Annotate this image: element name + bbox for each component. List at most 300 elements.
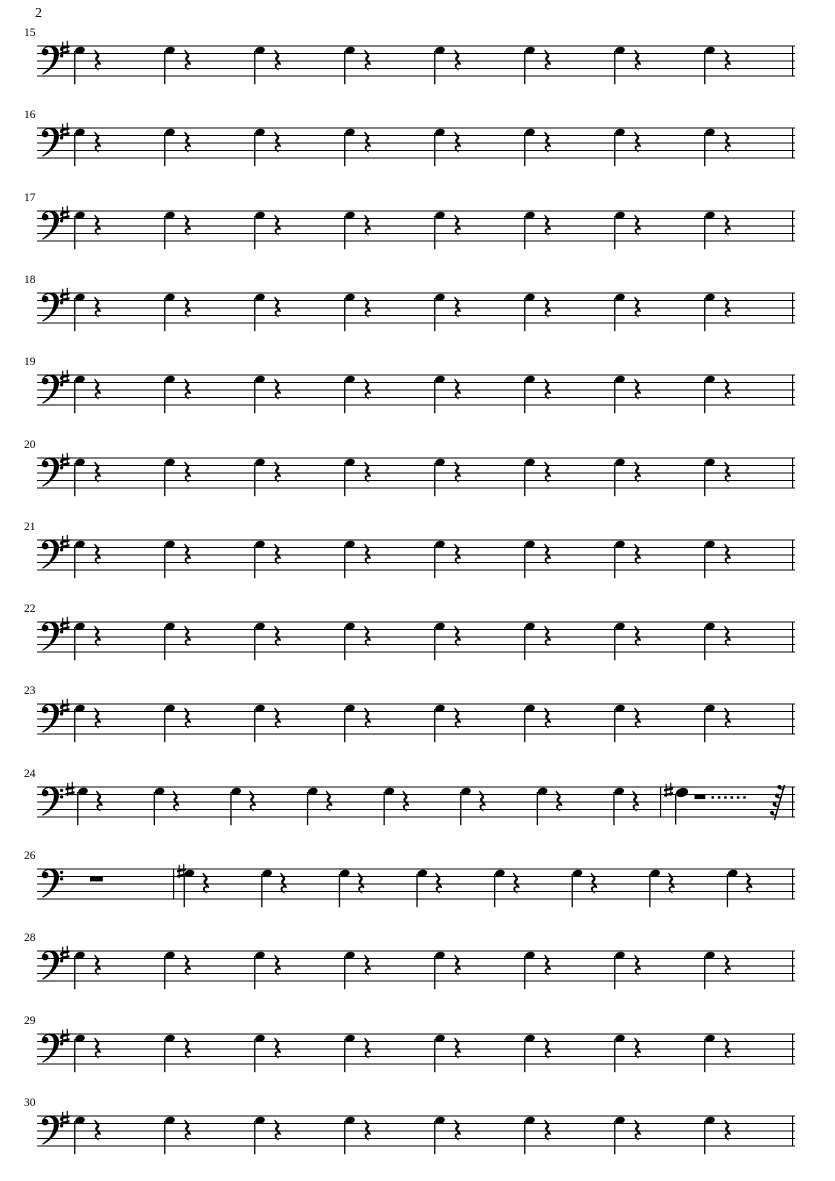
measure-number: 19: [24, 356, 36, 369]
staff-system: [0, 685, 835, 757]
quarter-rest-icon: [724, 543, 731, 564]
quarter-rest-icon: [94, 626, 101, 647]
quarter-rest-icon: [280, 873, 287, 894]
bass-clef-icon: [42, 457, 63, 486]
quarter-note: [524, 951, 536, 989]
staff-system: [0, 109, 835, 181]
quarter-rest-icon: [454, 461, 461, 482]
quarter-rest-icon: [724, 626, 731, 647]
quarter-note: [74, 1116, 86, 1154]
quarter-note: [254, 210, 266, 248]
quarter-rest-icon: [454, 543, 461, 564]
quarter-note: [184, 869, 196, 907]
quarter-rest-icon: [94, 1037, 101, 1058]
quarter-note: [164, 951, 176, 989]
staff-lines: [37, 375, 795, 405]
quarter-rest-icon: [724, 1119, 731, 1140]
quarter-note: [434, 375, 446, 413]
bass-clef-icon: [42, 539, 63, 568]
quarter-note: [344, 951, 356, 989]
quarter-note: [434, 1033, 446, 1071]
quarter-note: [74, 293, 86, 331]
quarter-rest-icon: [544, 214, 551, 235]
quarter-rest-icon: [454, 1119, 461, 1140]
quarter-rest-icon: [544, 461, 551, 482]
barline: [792, 375, 793, 406]
quarter-note: [384, 786, 396, 824]
quarter-note: [614, 46, 626, 84]
quarter-note: [704, 457, 716, 495]
quarter-note: [74, 540, 86, 578]
quarter-note: [254, 951, 266, 989]
barline: [792, 622, 793, 653]
quarter-note: [434, 1116, 446, 1154]
staff-lines: [37, 1034, 795, 1064]
quarter-rest-icon: [364, 708, 371, 729]
quarter-rest-icon: [364, 626, 371, 647]
quarter-rest-icon: [274, 1119, 281, 1140]
quarter-note: [524, 128, 536, 166]
quarter-rest-icon: [364, 296, 371, 317]
staff: [0, 1015, 835, 1087]
quarter-rest-icon: [454, 626, 461, 647]
staff-system: [0, 768, 835, 840]
staff: [0, 521, 835, 593]
quarter-rest-icon: [454, 296, 461, 317]
measure-number: 22: [24, 603, 36, 616]
staff-lines: [37, 622, 795, 652]
quarter-note: [524, 704, 536, 742]
quarter-rest-icon: [274, 626, 281, 647]
quarter-rest-icon: [274, 708, 281, 729]
quarter-note: [524, 375, 536, 413]
quarter-rest-icon: [668, 873, 675, 894]
quarter-rest-icon: [249, 790, 256, 811]
quarter-rest-icon: [184, 132, 191, 153]
quarter-rest-icon: [94, 132, 101, 153]
quarter-rest-icon: [724, 461, 731, 482]
measure-number: 29: [24, 1014, 36, 1027]
bass-clef-icon: [42, 46, 63, 75]
quarter-rest-icon: [364, 1037, 371, 1058]
quarter-note: [164, 1033, 176, 1071]
quarter-rest-icon: [634, 296, 641, 317]
quarter-note: [704, 704, 716, 742]
quarter-rest-icon: [94, 214, 101, 235]
quarter-rest-icon: [94, 1119, 101, 1140]
quarter-note: [339, 869, 351, 907]
quarter-note: [572, 869, 584, 907]
quarter-note: [164, 210, 176, 248]
quarter-rest-icon: [364, 132, 371, 153]
barline: [660, 786, 661, 817]
staff-lines: [37, 540, 795, 570]
quarter-note: [344, 622, 356, 660]
staff: [0, 192, 835, 264]
quarter-note: [614, 457, 626, 495]
quarter-note: [230, 786, 242, 824]
quarter-note: [164, 540, 176, 578]
bass-clef-icon: [42, 128, 63, 157]
quarter-note: [344, 293, 356, 331]
staff: [0, 109, 835, 181]
bass-clef-icon: [42, 1115, 63, 1144]
staff-system: [0, 932, 835, 1004]
quarter-note: [434, 704, 446, 742]
staff: [0, 27, 835, 99]
quarter-note: [614, 951, 626, 989]
bass-clef-icon: [42, 375, 63, 404]
staff: [0, 439, 835, 511]
quarter-note: [344, 375, 356, 413]
quarter-note: [434, 210, 446, 248]
quarter-note: [524, 1033, 536, 1071]
quarter-rest-icon: [184, 626, 191, 647]
quarter-note: [704, 540, 716, 578]
quarter-rest-icon: [96, 790, 103, 811]
staff-system: [0, 1015, 835, 1087]
barline: [792, 1116, 793, 1147]
measure-number: 26: [24, 850, 36, 862]
quarter-note: [254, 46, 266, 84]
quarter-note: [434, 128, 446, 166]
quarter-rest-icon: [634, 50, 641, 71]
quarter-note: [254, 540, 266, 578]
quarter-rest-icon: [632, 790, 639, 811]
quarter-rest-icon: [184, 461, 191, 482]
quarter-rest-icon: [724, 379, 731, 400]
quarter-rest-icon: [724, 1037, 731, 1058]
quarter-rest-icon: [94, 379, 101, 400]
quarter-note: [434, 540, 446, 578]
quarter-note: [164, 457, 176, 495]
quarter-note: [614, 1116, 626, 1154]
measure-number: 28: [24, 932, 36, 945]
quarter-rest-icon: [454, 379, 461, 400]
staff-lines: [37, 458, 795, 488]
quarter-note: [74, 210, 86, 248]
staff-system: [0, 850, 835, 922]
quarter-note: [614, 704, 626, 742]
quarter-note: [460, 786, 472, 824]
barline: [792, 46, 793, 77]
quarter-note: [344, 704, 356, 742]
barline: [792, 951, 793, 982]
barline: [792, 786, 793, 817]
quarter-rest-icon: [544, 708, 551, 729]
measure-number: 18: [24, 273, 36, 286]
quarter-rest-icon: [184, 296, 191, 317]
quarter-note: [704, 293, 716, 331]
quarter-note: [524, 622, 536, 660]
barline: [792, 539, 793, 570]
staff-lines: [37, 293, 795, 323]
quarter-note: [524, 540, 536, 578]
quarter-rest-icon: [454, 955, 461, 976]
quarter-note: [524, 293, 536, 331]
quarter-rest-icon: [724, 296, 731, 317]
bass-clef-icon: [42, 622, 63, 651]
quarter-rest-icon: [202, 873, 209, 894]
barline: [792, 457, 793, 488]
quarter-rest-icon: [634, 214, 641, 235]
quarter-note: [344, 540, 356, 578]
quarter-rest-icon: [184, 955, 191, 976]
quarter-note: [614, 210, 626, 248]
quarter-note: [74, 46, 86, 84]
staff-system: [0, 27, 835, 99]
quarter-rest-icon: [364, 461, 371, 482]
quarter-rest-icon: [634, 379, 641, 400]
barline: [792, 1033, 793, 1064]
quarter-rest-icon: [364, 955, 371, 976]
quarter-note: [614, 293, 626, 331]
staff-system: [0, 356, 835, 428]
staff: [0, 274, 835, 346]
quarter-note: [344, 128, 356, 166]
quarter-rest-icon: [454, 708, 461, 729]
quarter-note: [704, 128, 716, 166]
quarter-rest-icon: [724, 214, 731, 235]
staff: [0, 356, 835, 428]
quarter-rest-icon: [402, 790, 409, 811]
quarter-rest-icon: [184, 379, 191, 400]
sustain-dots: [712, 796, 746, 799]
bass-clef-icon: [42, 210, 63, 239]
quarter-note: [164, 46, 176, 84]
quarter-rest-icon: [634, 543, 641, 564]
quarter-rest-icon: [435, 873, 442, 894]
quarter-note: [727, 869, 739, 907]
quarter-rest-icon: [94, 461, 101, 482]
quarter-note: [77, 786, 89, 824]
quarter-note: [434, 46, 446, 84]
quarter-note: [254, 1116, 266, 1154]
quarter-rest-icon: [634, 1037, 641, 1058]
quarter-rest-icon: [274, 50, 281, 71]
quarter-note: [524, 210, 536, 248]
quarter-note: [537, 786, 549, 824]
quarter-rest-icon: [274, 1037, 281, 1058]
measure-number: 16: [24, 109, 36, 122]
staff: [0, 685, 835, 757]
quarter-note: [434, 622, 446, 660]
staff-lines: [37, 704, 795, 734]
quarter-rest-icon: [513, 873, 520, 894]
bass-clef-icon: [42, 704, 63, 733]
quarter-note: [74, 457, 86, 495]
quarter-rest-icon: [634, 132, 641, 153]
quarter-rest-icon: [746, 873, 753, 894]
measure-number: 15: [24, 27, 36, 39]
quarter-rest-icon: [94, 708, 101, 729]
measure-number: 24: [24, 767, 36, 780]
bass-clef-icon: [42, 951, 63, 980]
quarter-rest-icon: [556, 790, 563, 811]
quarter-rest-icon: [184, 1037, 191, 1058]
staff: [0, 1097, 835, 1169]
quarter-note: [164, 375, 176, 413]
quarter-rest-icon: [634, 955, 641, 976]
quarter-rest-icon: [724, 708, 731, 729]
quarter-rest-icon: [94, 955, 101, 976]
quarter-note: [74, 375, 86, 413]
quarter-rest-icon: [454, 214, 461, 235]
staff: [0, 932, 835, 1004]
quarter-rest-icon: [274, 132, 281, 153]
bass-clef-icon: [42, 869, 63, 898]
staff: [0, 768, 835, 840]
quarter-note: [344, 210, 356, 248]
staff-system: [0, 439, 835, 511]
quarter-rest-icon: [724, 50, 731, 71]
quarter-note: [524, 1116, 536, 1154]
quarter-rest-icon: [634, 708, 641, 729]
staff-lines: [37, 211, 795, 241]
quarter-note: [164, 293, 176, 331]
quarter-rest-icon: [544, 1119, 551, 1140]
quarter-note: [254, 1033, 266, 1071]
measure-number: 20: [24, 438, 36, 451]
quarter-note: [613, 786, 625, 824]
quarter-rest-icon: [544, 379, 551, 400]
quarter-note: [614, 375, 626, 413]
whole-rest-icon: [90, 877, 103, 882]
staff-system: [0, 192, 835, 264]
quarter-rest-icon: [274, 379, 281, 400]
quarter-rest-icon: [544, 296, 551, 317]
quarter-note: [74, 704, 86, 742]
quarter-rest-icon: [454, 1037, 461, 1058]
quarter-rest-icon: [274, 296, 281, 317]
staff: [0, 603, 835, 675]
quarter-rest-icon: [544, 1037, 551, 1058]
quarter-rest-icon: [358, 873, 365, 894]
barline: [792, 210, 793, 241]
quarter-rest-icon: [479, 790, 486, 811]
quarter-note: [261, 869, 273, 907]
quarter-rest-icon: [274, 543, 281, 564]
quarter-note: [344, 46, 356, 84]
quarter-note: [254, 622, 266, 660]
quarter-rest-icon: [364, 1119, 371, 1140]
quarter-note: [154, 786, 166, 824]
quarter-note: [254, 375, 266, 413]
quarter-rest-icon: [326, 790, 333, 811]
quarter-note: [164, 128, 176, 166]
quarter-note: [164, 704, 176, 742]
staff-lines: [37, 128, 795, 158]
quarter-note: [614, 1033, 626, 1071]
quarter-note: [307, 786, 319, 824]
quarter-note: [434, 951, 446, 989]
quarter-note: [254, 704, 266, 742]
quarter-rest-icon: [184, 708, 191, 729]
quarter-rest-icon: [634, 626, 641, 647]
quarter-note: [614, 540, 626, 578]
quarter-note: [164, 1116, 176, 1154]
quarter-note: [434, 293, 446, 331]
quarter-note: [704, 622, 716, 660]
staff-system: [0, 1097, 835, 1169]
staff-lines: [37, 869, 795, 899]
page-number: 2: [35, 6, 42, 21]
measure-number: 23: [24, 685, 36, 698]
quarter-rest-icon: [94, 50, 101, 71]
staff: [0, 850, 835, 922]
staff-system: [0, 521, 835, 593]
quarter-rest-icon: [184, 1119, 191, 1140]
quarter-rest-icon: [94, 543, 101, 564]
measure-number: 17: [24, 191, 36, 204]
barline: [792, 704, 793, 735]
staff-lines: [37, 951, 795, 981]
bass-clef-icon: [42, 786, 63, 815]
quarter-note: [434, 457, 446, 495]
quarter-rest-icon: [364, 50, 371, 71]
quarter-rest-icon: [173, 790, 180, 811]
quarter-note: [344, 1116, 356, 1154]
quarter-rest-icon: [634, 461, 641, 482]
quarter-rest-icon: [544, 132, 551, 153]
quarter-note: [344, 457, 356, 495]
quarter-rest-icon: [364, 543, 371, 564]
quarter-note: [254, 128, 266, 166]
quarter-rest-icon: [454, 132, 461, 153]
quarter-note: [704, 951, 716, 989]
quarter-rest-icon: [724, 955, 731, 976]
quarter-note: [704, 1033, 716, 1071]
quarter-rest-icon: [544, 955, 551, 976]
bass-clef-icon: [42, 292, 63, 321]
quarter-note: [164, 622, 176, 660]
quarter-rest-icon: [184, 50, 191, 71]
quarter-note: [524, 46, 536, 84]
sharp-icon: [664, 782, 673, 796]
quarter-rest-icon: [544, 50, 551, 71]
measure-number: 21: [24, 520, 36, 533]
measure-number: 30: [24, 1096, 36, 1109]
quarter-rest-icon: [94, 296, 101, 317]
barline: [792, 293, 793, 324]
sustained-note: [675, 786, 746, 824]
quarter-note: [254, 457, 266, 495]
quarter-note: [416, 869, 428, 907]
staff-system: [0, 603, 835, 675]
quarter-note: [254, 293, 266, 331]
quarter-rest-icon: [590, 873, 597, 894]
quarter-rest-icon: [724, 132, 731, 153]
bass-clef-icon: [42, 1033, 63, 1062]
quarter-rest-icon: [454, 50, 461, 71]
staff-lines: [37, 1116, 795, 1146]
barline: [792, 128, 793, 159]
quarter-note: [74, 622, 86, 660]
quarter-note: [704, 1116, 716, 1154]
quarter-rest-icon: [544, 543, 551, 564]
quarter-note: [704, 46, 716, 84]
quarter-rest-icon: [184, 543, 191, 564]
quarter-note: [74, 951, 86, 989]
barline: [792, 869, 793, 900]
quarter-rest-icon: [544, 626, 551, 647]
quarter-note: [494, 869, 506, 907]
quarter-note: [74, 1033, 86, 1071]
quarter-rest-icon: [364, 379, 371, 400]
quarter-note: [614, 622, 626, 660]
barline: [173, 869, 174, 900]
quarter-note: [704, 375, 716, 413]
